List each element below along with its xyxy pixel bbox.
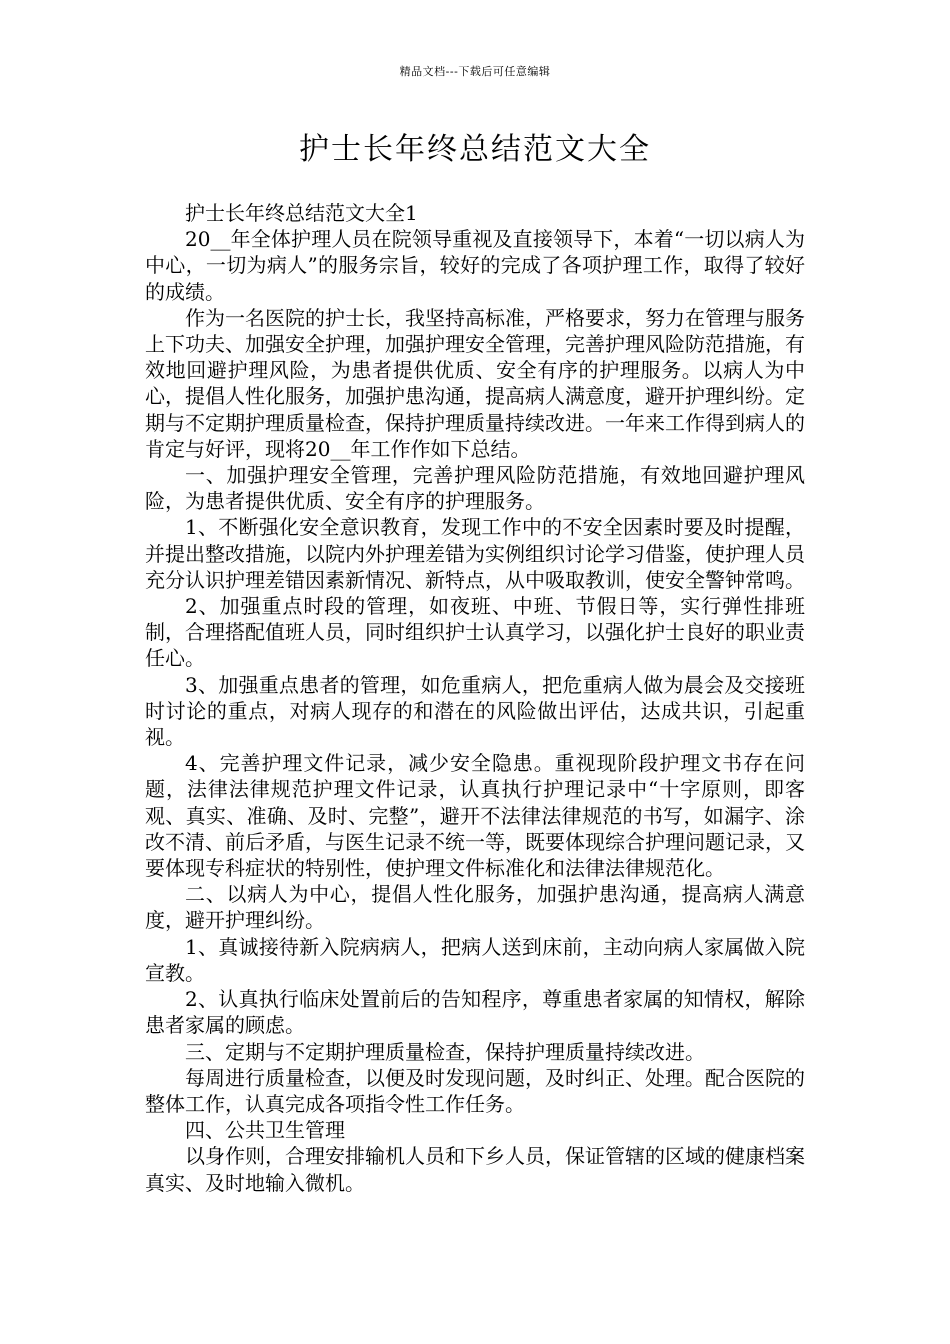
paragraph: 作为一名医院的护士长，我坚持高标准，严格要求，努力在管理与服务上下功夫、加强安全护理，加强护理安全管理，完善护理风险防范措施，有效地回避护理风险，为患者提供优质、安全有序的护理服务。以病人为中心，提倡人性化服务，加强护患沟通，提高病人满意度，避开护理纠纷。定期与不定期护理质量检查，保持护理质量持续改进。一年来工作得到病人的肯定与好评，现将20__年工作作如下总结。 (145, 305, 805, 461)
paragraph: 1、不断强化安全意识教育，发现工作中的不安全因素时要及时提醒，并提出整改措施，以院内外护理差错为实例组织讨论学习借鉴，使护理人员充分认识护理差错因素新情况、新特点，从中吸取教训，使安全警钟常鸣。 (145, 515, 805, 592)
paragraph-subtitle: 护士长年终总结范文大全1 (185, 201, 418, 225)
section-heading: 三、定期与不定期护理质量检查，保持护理质量持续改进。 (185, 1039, 705, 1064)
paragraph: 2、认真执行临床处置前后的告知程序，尊重患者家属的知情权，解除患者家属的顾虑。 (145, 987, 805, 1038)
paragraph: 20__年全体护理人员在院领导重视及直接领导下，本着“一切以病人为中心，一切为病人”的服务宗旨，较好的完成了各项护理工作，取得了较好的成绩。 (145, 227, 805, 304)
document-title: 护士长年终总结范文大全 (299, 132, 651, 167)
paragraph: 每周进行质量检查，以便及时发现问题，及时纠正、处理。配合医院的整体工作，认真完成各项指令性工作任务。 (145, 1065, 805, 1116)
paragraph: 以身作则，合理安排输机人员和下乡人员，保证管辖的区域的健康档案真实、及时地输入微机。 (145, 1144, 805, 1195)
paragraph: 4、完善护理文件记录，减少安全隐患。重视现阶段护理文书存在问题，法律法律规范护理文件记录，认真执行护理记录中“十字原则，即客观、真实、准确、及时、完整”，避开不法律法律规范的书写，如漏字、涂改不清、前后矛盾，与医生记录不统一等，既要体现综合护理问题记录，又要体现专科症状的特别性，使护理文件标准化和法律法律规范化。 (145, 751, 805, 881)
header-note: 精品文档---下载后可任意编辑 (399, 65, 551, 78)
section-heading: 一、加强护理安全管理，完善护理风险防范措施，有效地回避护理风险，为患者提供优质、安全有序的护理服务。 (145, 463, 805, 514)
paragraph: 3、加强重点患者的管理，如危重病人，把危重病人做为晨会及交接班时讨论的重点，对病人现存的和潜在的风险做出评估，达成共识，引起重视。 (145, 672, 805, 750)
paragraph: 1、真诚接待新入院病病人，把病人送到床前，主动向病人家属做入院宣教。 (145, 934, 805, 985)
paragraph: 2、加强重点时段的管理，如夜班、中班、节假日等，实行弹性排班制，合理搭配值班人员，同时组织护士认真学习，以强化护士良好的职业责任心。 (145, 594, 805, 671)
section-heading: 四、公共卫生管理 (185, 1118, 345, 1143)
section-heading: 二、以病人为中心，提倡人性化服务，加强护患沟通，提高病人满意度，避开护理纠纷。 (145, 882, 805, 933)
document-body (145, 200, 805, 1196)
